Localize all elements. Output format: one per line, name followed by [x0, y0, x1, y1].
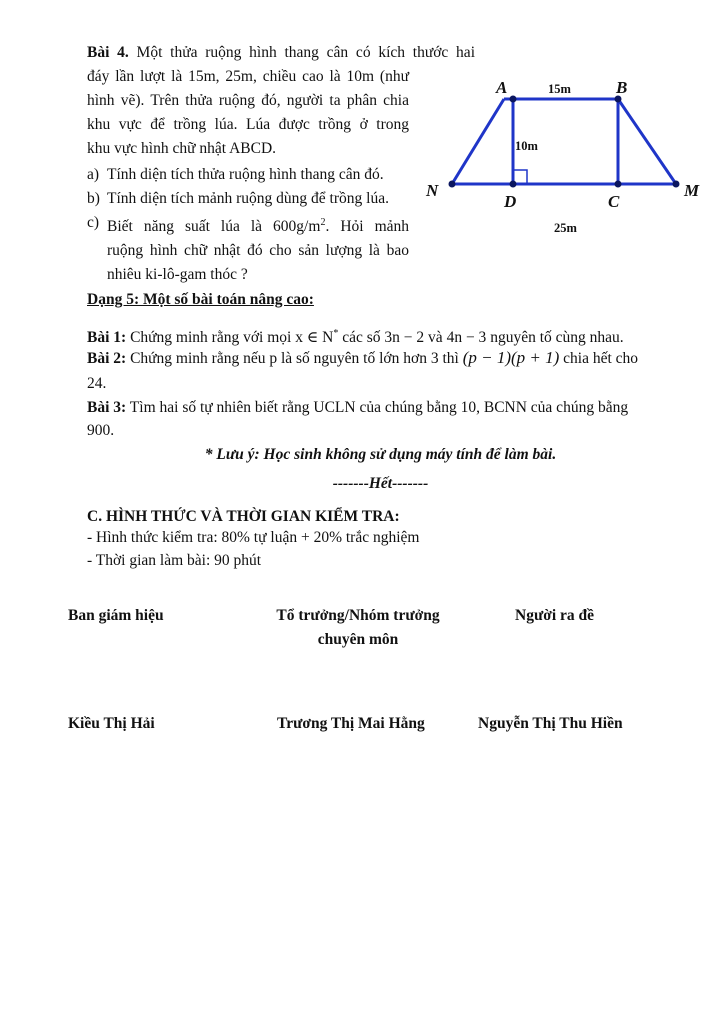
point-C — [615, 181, 622, 188]
item-text: Tính diện tích mảnh ruộng dùng để trồng lúa. — [107, 190, 389, 207]
bai1-expr2: 4n − 3 — [446, 329, 487, 347]
point-D — [510, 181, 517, 188]
bai2-expr: (p − 1)(p + 1) — [462, 348, 560, 367]
bai2-line — [87, 346, 687, 371]
signature-role-2 — [258, 604, 458, 652]
signature-name-3: Nguyễn Thị Thu Hiền — [478, 715, 623, 732]
bai4-item-c — [87, 211, 409, 239]
bai1-text-pre: Chứng minh rằng với mọi — [130, 329, 292, 347]
bai4-paragraph — [87, 41, 475, 65]
signature-role-2-line2: chuyên môn — [317, 631, 399, 648]
bai4-line3: hình vẽ). Trên thửa ruộng đó, người ta phân chia — [87, 92, 409, 109]
bai4-heading: Bài 4. — [87, 44, 129, 61]
trapezoid-figure — [420, 70, 720, 240]
bai1-text-post: nguyên tố cùng nhau. — [490, 329, 624, 347]
bai4-items — [87, 163, 409, 287]
dang5-title: Dạng 5: Một số bài toán nâng cao: — [87, 291, 314, 308]
section-c-title: C. HÌNH THỨC VÀ THỜI GIAN KIỂM TRA: — [87, 508, 400, 525]
point-N — [449, 181, 456, 188]
bai2-text-pre: Chứng minh rằng nếu p là số nguyên tố lớn hơn 3 thì — [130, 350, 459, 367]
bai1-set-sup: * — [333, 328, 339, 339]
item-marker: a) — [87, 166, 100, 183]
bai3-text: Tìm hai số tự nhiên biết rằng UCLN của chúng bằng 10, BCNN của chúng bằng — [129, 399, 629, 416]
section-c-line2: - Thời gian làm bài: 90 phút — [87, 552, 262, 569]
section-c-line1: - Hình thức kiểm tra: 80% tự luận + 20% trắc nghiệm — [87, 529, 420, 546]
item-marker: c) — [87, 214, 100, 231]
label-C: C — [608, 192, 620, 211]
bai4-item-b — [87, 187, 409, 211]
bai3-line — [87, 396, 687, 420]
edge-BM — [618, 99, 676, 184]
bai4-line2: đáy lần lượt là 15m, 25m, chiều cao là 10m (như — [87, 68, 409, 85]
item-text: Tính diện tích thửa ruộng hình thang cân đó. — [107, 166, 384, 183]
edge-NA — [452, 99, 504, 184]
item-marker: b) — [87, 190, 100, 207]
label-D: D — [504, 192, 517, 211]
point-M — [673, 181, 680, 188]
label-bottom-length: 25m — [554, 221, 577, 235]
bai4-line1 — [87, 41, 475, 65]
label-M: M — [684, 181, 700, 200]
bai3-line2: 900. — [87, 422, 115, 439]
bai1-text-mid: các số — [342, 329, 381, 347]
bai4-item-c-line2: ruộng hình chữ nhật đó cho sản lượng là bao — [107, 242, 409, 260]
signature-name-2: Trương Thị Mai Hằng — [277, 715, 425, 732]
bai4-paragraph-cont — [87, 65, 409, 161]
bai4-item-c-line3: nhiêu ki-lô-gam thóc ? — [107, 266, 248, 284]
label-B: B — [616, 78, 628, 97]
bai1-heading: Bài 1: — [87, 329, 127, 347]
bai2-heading: Bài 2: — [87, 350, 127, 367]
label-height: 10m — [515, 139, 538, 153]
signature-role-2-line1: Tổ trưởng/Nhóm trưởng — [276, 607, 440, 624]
bai4-line4: khu vực để trồng lúa. Lúa được trồng ở trong — [87, 116, 409, 133]
item-c-post: . Hỏi mảnh — [325, 218, 410, 236]
bai1-expr1: 3n − 2 — [384, 329, 425, 347]
bai3-heading: Bài 3: — [87, 399, 127, 416]
item-c-sup: 2 — [320, 217, 326, 228]
end-marker: -------Hết------- — [332, 475, 429, 492]
item-c-pre: Biết năng suất lúa là 600g/m — [107, 218, 321, 236]
bai4-line1-text: Một thửa ruộng hình thang cân có kích thước hai — [136, 44, 475, 61]
point-A — [510, 96, 517, 103]
bai1-and: và — [428, 329, 443, 347]
bai2-text-post: chia hết cho — [563, 350, 639, 367]
bai4-line5: khu vực hình chữ nhật ABCD. — [87, 140, 277, 157]
note: * Lưu ý: Học sinh không sử dụng máy tính để làm bài. — [204, 446, 557, 463]
bai2-line2: 24. — [87, 375, 107, 392]
label-A: A — [496, 78, 508, 97]
signature-role-1: Ban giám hiệu — [68, 607, 164, 624]
bai4-item-a — [87, 163, 409, 187]
signature-name-1: Kiều Thị Hải — [68, 715, 155, 732]
signature-role-3: Người ra đề — [515, 607, 595, 624]
label-top-length: 15m — [548, 82, 571, 96]
bai1-set-text: x ∈ N — [295, 329, 334, 347]
item-text — [107, 211, 409, 239]
label-N: N — [426, 181, 439, 200]
bai1-set — [295, 329, 338, 346]
